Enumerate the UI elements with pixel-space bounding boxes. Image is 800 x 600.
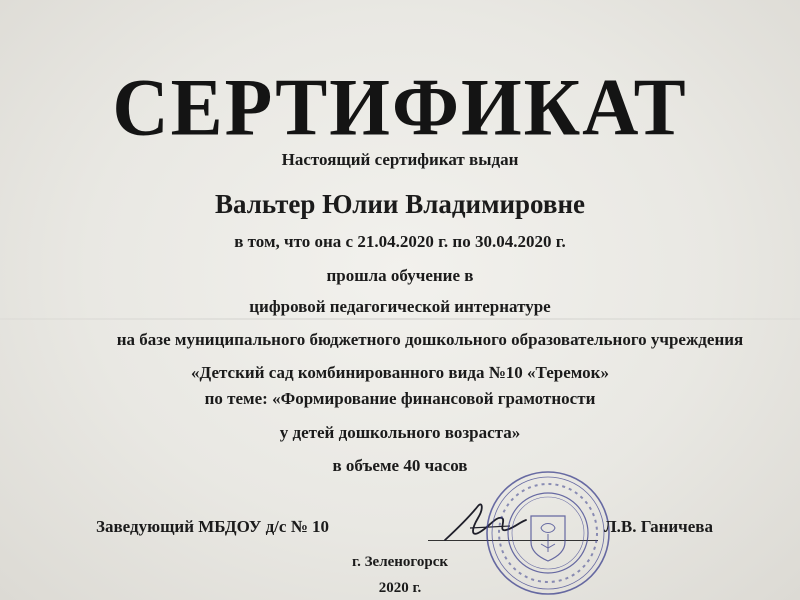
- signer-name: Л.В. Ганичева: [604, 517, 713, 536]
- institution-line: «Детский сад комбинированного вида №10 «Теремок»: [191, 363, 609, 382]
- program-line: цифровой педагогической интернатуре: [249, 297, 551, 316]
- completed-line: прошла обучение в: [326, 266, 474, 285]
- official-stamp-icon: [483, 468, 613, 598]
- year-line: 2020 г.: [378, 580, 422, 596]
- volume-line: в объеме 40 часов: [332, 456, 468, 475]
- topic-line-1: по теме: «Формирование финансовой грамотности: [204, 389, 596, 408]
- base-line: на базе муниципального бюджетного дошкольного образовательного учреждения: [116, 330, 744, 349]
- signer-title: Заведующий МБДОУ д/с № 10: [96, 517, 330, 536]
- recipient-name: Вальтер Юлии Владимировне: [215, 189, 585, 219]
- period-line: в том, что она с 21.04.2020 г. по 30.04.2020 г.: [234, 232, 566, 251]
- topic-line-2: у детей дошкольного возраста»: [279, 423, 521, 442]
- issued-line: Настоящий сертификат выдан: [281, 150, 519, 169]
- paper-fold: [0, 318, 800, 320]
- city-line: г. Зеленогорск: [352, 554, 448, 570]
- certificate-title: СЕРТИФИКАТ: [112, 60, 688, 153]
